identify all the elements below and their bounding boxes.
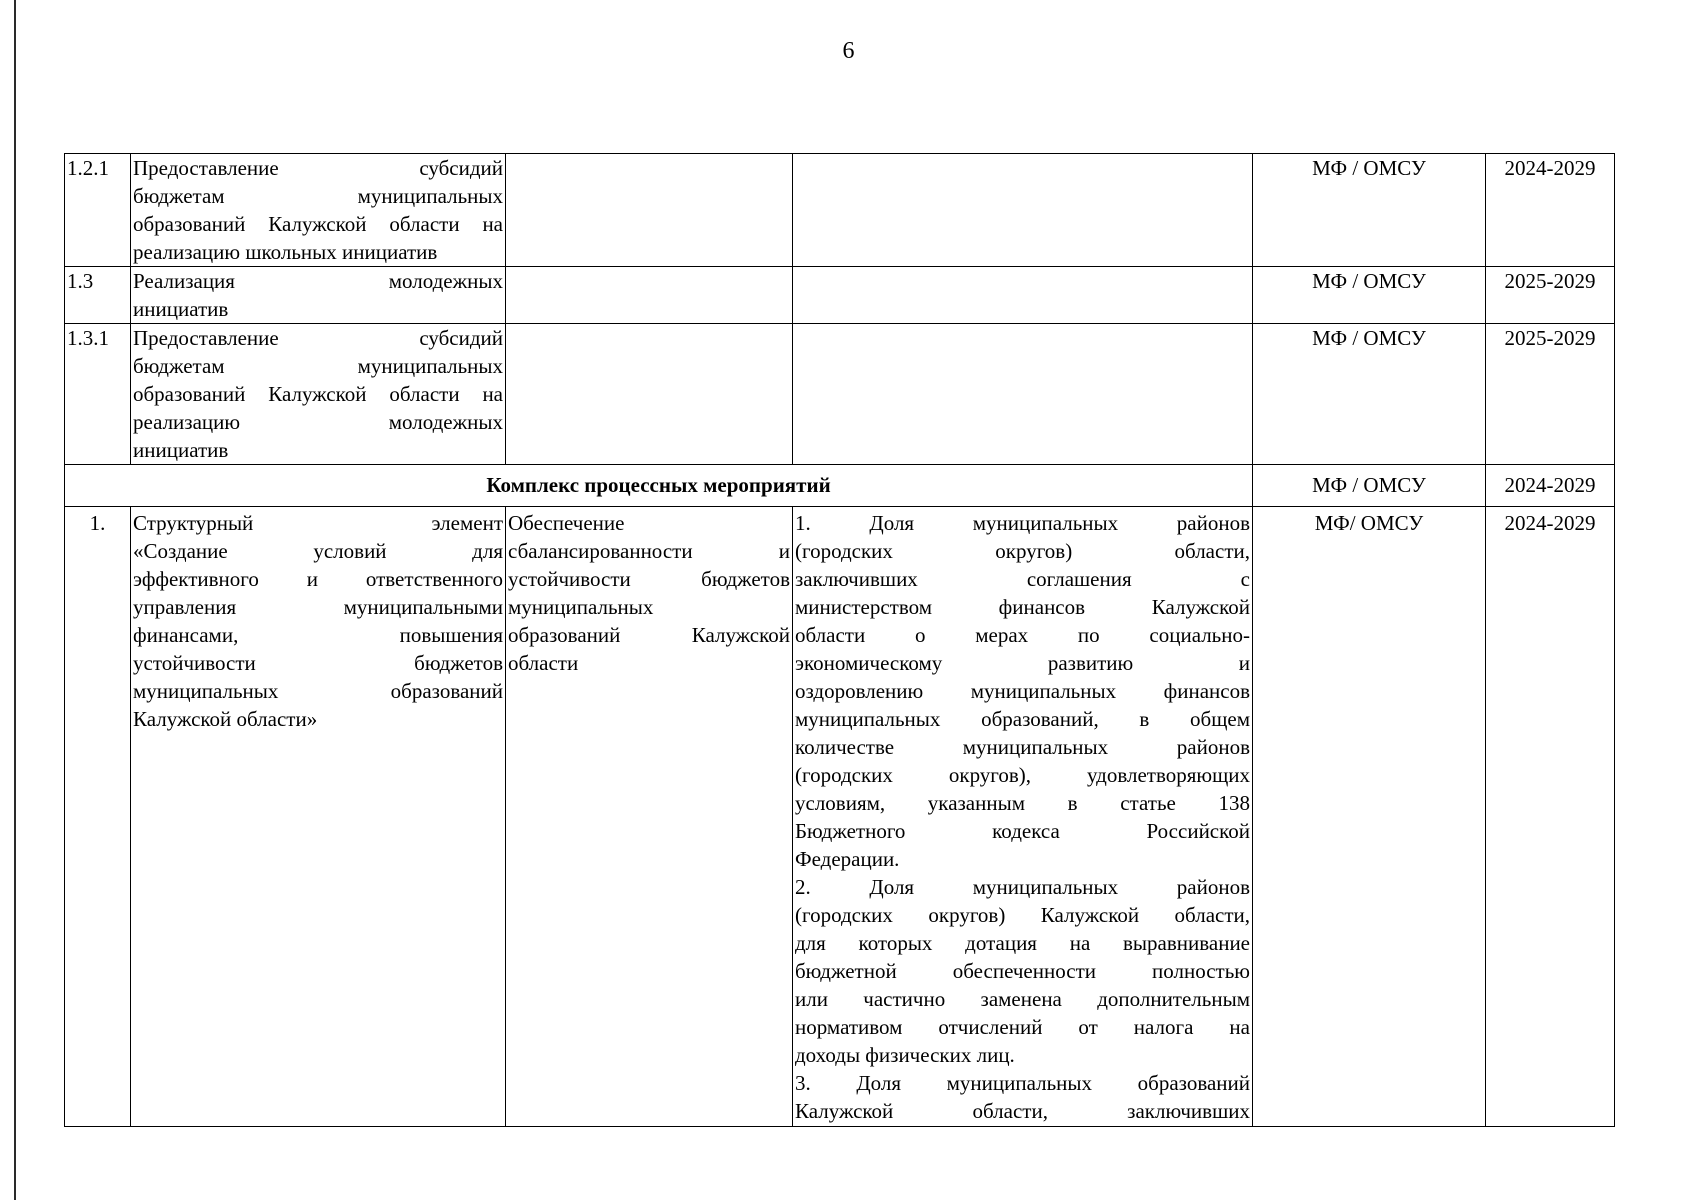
- text-line: 2. Доля муниципальных районов: [795, 875, 1250, 899]
- period-cell: 2025-2029: [1486, 267, 1615, 324]
- executor-cell: МФ / ОМСУ: [1253, 267, 1486, 324]
- text-line: реализацию молодежных: [133, 410, 503, 434]
- period-cell: 2025-2029: [1486, 324, 1615, 465]
- text-line: реализацию школьных инициатив: [133, 240, 438, 264]
- text-line: образований Калужской области на: [133, 212, 503, 236]
- task-cell-empty: [506, 324, 793, 465]
- row-number: 1.3: [65, 267, 131, 324]
- text-line: 1. Доля муниципальных районов: [795, 511, 1250, 535]
- indicator-cell-empty: [793, 324, 1253, 465]
- text-line: Обеспечение: [508, 511, 625, 535]
- text-line: (городских округов), удовлетворяющих: [795, 763, 1250, 787]
- text-line: Предоставление субсидий: [133, 156, 503, 180]
- indicator-cell-empty: [793, 154, 1253, 267]
- text-line: Структурный элемент: [133, 511, 503, 535]
- table-row: [65, 154, 1615, 267]
- period-cell: 2024-2029: [1486, 507, 1615, 1127]
- executor-cell: МФ / ОМСУ: [1253, 324, 1486, 465]
- text-line: инициатив: [133, 438, 229, 462]
- executor-cell: МФ / ОМСУ: [1253, 465, 1486, 507]
- indicators-list: [793, 507, 1253, 1127]
- table-row: [65, 267, 1615, 324]
- text-line: области: [508, 651, 579, 675]
- text-line: условиям, указанным в статье 138: [795, 791, 1250, 815]
- text-line: бюджетам муниципальных: [133, 354, 503, 378]
- row-number: 1.2.1: [65, 154, 131, 267]
- text-line: количестве муниципальных районов: [795, 735, 1250, 759]
- text-line: Федерации.: [795, 847, 900, 871]
- period-cell: 2024-2029: [1486, 465, 1615, 507]
- text-line: образований Калужской области на: [133, 382, 503, 406]
- text-line: устойчивости бюджетов: [133, 651, 503, 675]
- row-number: 1.: [65, 507, 131, 1127]
- text-line: области о мерах по социально-: [795, 623, 1250, 647]
- scan-edge-line: [14, 0, 16, 1200]
- measure-name: [131, 154, 506, 267]
- text-line: образований Калужской: [508, 623, 790, 647]
- page-number: 6: [842, 38, 855, 64]
- text-line: Калужской области»: [133, 707, 318, 731]
- structural-element-row: [65, 507, 1615, 1127]
- measure-name: [131, 267, 506, 324]
- text-line: нормативом отчислений от налога на: [795, 1015, 1250, 1039]
- text-line: управления муниципальными: [133, 595, 503, 619]
- text-line: министерством финансов Калужской: [795, 595, 1250, 619]
- task-cell-empty: [506, 154, 793, 267]
- executor-cell: МФ/ ОМСУ: [1253, 507, 1486, 1127]
- text-line: «Создание условий для: [133, 539, 503, 563]
- text-line: (городских округов) Калужской области,: [795, 903, 1250, 927]
- text-line: бюджетам муниципальных: [133, 184, 503, 208]
- text-line: финансами, повышения: [133, 623, 503, 647]
- text-line: муниципальных образований: [133, 679, 503, 703]
- measures-table: [64, 153, 1615, 1127]
- text-line: Бюджетного кодекса Российской: [795, 819, 1250, 843]
- task-description: [506, 507, 793, 1127]
- period-cell: 2024-2029: [1486, 154, 1615, 267]
- text-line: (городских округов) области,: [795, 539, 1250, 563]
- table-row: [65, 324, 1615, 465]
- text-line: доходы физических лиц.: [795, 1043, 1015, 1067]
- text-line: заключивших соглашения с: [795, 567, 1250, 591]
- text-line: инициатив: [133, 297, 229, 321]
- task-cell-empty: [506, 267, 793, 324]
- text-line: эффективного и ответственного: [133, 567, 503, 591]
- text-line: устойчивости бюджетов: [508, 567, 790, 591]
- text-line: сбалансированности и: [508, 539, 790, 563]
- text-line: оздоровлению муниципальных финансов: [795, 679, 1250, 703]
- text-line: для которых дотация на выравнивание: [795, 931, 1250, 955]
- text-line: или частично заменена дополнительным: [795, 987, 1250, 1011]
- structural-element-name: [131, 507, 506, 1127]
- indicator-cell-empty: [793, 267, 1253, 324]
- row-number: 1.3.1: [65, 324, 131, 465]
- executor-cell: МФ / ОМСУ: [1253, 154, 1486, 267]
- section-header-row: [65, 465, 1615, 507]
- text-line: Калужской области, заключивших: [795, 1099, 1250, 1123]
- section-title: Комплекс процессных мероприятий: [65, 465, 1253, 507]
- text-line: муниципальных: [508, 595, 654, 619]
- text-line: муниципальных образований, в общем: [795, 707, 1250, 731]
- text-line: экономическому развитию и: [795, 651, 1250, 675]
- text-line: Предоставление субсидий: [133, 326, 503, 350]
- measure-name: [131, 324, 506, 465]
- text-line: 3. Доля муниципальных образований: [795, 1071, 1250, 1095]
- text-line: бюджетной обеспеченности полностью: [795, 959, 1250, 983]
- text-line: Реализация молодежных: [133, 269, 503, 293]
